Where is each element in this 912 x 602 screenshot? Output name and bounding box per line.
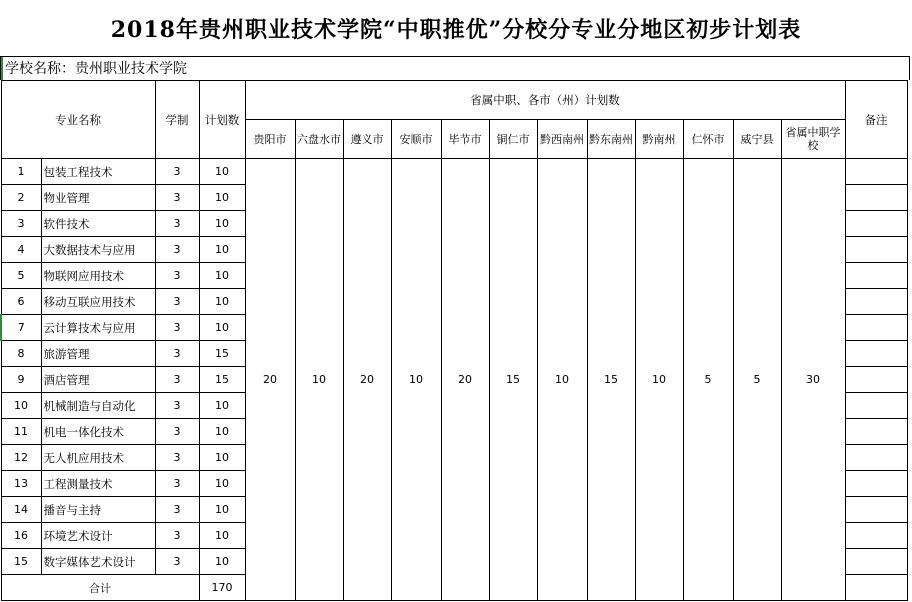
- years-cell[interactable]: 3: [155, 471, 199, 497]
- plan-cell[interactable]: 10: [199, 237, 245, 263]
- remark-cell[interactable]: [845, 367, 907, 393]
- plan-table: [0, 80, 908, 601]
- remark-cell[interactable]: [845, 289, 907, 315]
- region-value-cell[interactable]: 5: [733, 159, 781, 601]
- plan-cell[interactable]: 10: [199, 497, 245, 523]
- major-name-cell[interactable]: 软件技术: [41, 211, 155, 237]
- major-name-cell[interactable]: 移动互联应用技术: [41, 289, 155, 315]
- row-number-cell[interactable]: 1: [1, 159, 41, 185]
- major-name-cell[interactable]: 大数据技术与应用: [41, 237, 155, 263]
- region-value-cell[interactable]: 10: [391, 159, 441, 601]
- plan-cell[interactable]: 10: [199, 393, 245, 419]
- remark-cell[interactable]: [845, 263, 907, 289]
- remark-cell[interactable]: [845, 393, 907, 419]
- remark-cell[interactable]: [845, 575, 907, 601]
- major-name-cell[interactable]: 包装工程技术: [41, 159, 155, 185]
- region-value-cell[interactable]: 20: [245, 159, 295, 601]
- major-name-cell[interactable]: 酒店管理: [41, 367, 155, 393]
- total-label[interactable]: 合计: [1, 575, 199, 601]
- row-number-cell[interactable]: 8: [1, 341, 41, 367]
- years-cell[interactable]: 3: [155, 549, 199, 575]
- years-cell[interactable]: 3: [155, 211, 199, 237]
- remark-cell[interactable]: [845, 419, 907, 445]
- plan-cell[interactable]: 10: [199, 289, 245, 315]
- major-name-cell[interactable]: 机电一体化技术: [41, 419, 155, 445]
- years-cell[interactable]: 3: [155, 445, 199, 471]
- major-name-cell[interactable]: 物联网应用技术: [41, 263, 155, 289]
- region-value-cell[interactable]: 30: [781, 159, 845, 601]
- header-plan[interactable]: 计划数: [199, 81, 245, 159]
- selection-marker: [1, 57, 3, 81]
- school-name-row[interactable]: [0, 56, 910, 80]
- years-cell[interactable]: 3: [155, 315, 199, 341]
- region-value-cell[interactable]: 20: [343, 159, 391, 601]
- plan-cell[interactable]: 10: [199, 549, 245, 575]
- remark-cell[interactable]: [845, 523, 907, 549]
- years-cell[interactable]: 3: [155, 185, 199, 211]
- row-number-cell[interactable]: 13: [1, 471, 41, 497]
- row-number-cell[interactable]: 9: [1, 367, 41, 393]
- region-value-cell[interactable]: 5: [683, 159, 733, 601]
- remark-cell[interactable]: [845, 211, 907, 237]
- row-number-cell[interactable]: 16: [1, 523, 41, 549]
- plan-cell[interactable]: 10: [199, 263, 245, 289]
- header-region[interactable]: 黔南州: [635, 120, 683, 159]
- major-name-cell[interactable]: 数字媒体艺术设计: [41, 549, 155, 575]
- header-region[interactable]: 六盘水市: [295, 120, 343, 159]
- plan-cell[interactable]: 10: [199, 315, 245, 341]
- major-name-cell[interactable]: 环境艺术设计: [41, 523, 155, 549]
- years-cell[interactable]: 3: [155, 159, 199, 185]
- region-value-cell[interactable]: 15: [489, 159, 537, 601]
- plan-cell[interactable]: 10: [199, 185, 245, 211]
- major-name-cell[interactable]: 物业管理: [41, 185, 155, 211]
- header-years[interactable]: 学制: [155, 81, 199, 159]
- years-cell[interactable]: 3: [155, 393, 199, 419]
- years-cell[interactable]: 3: [155, 341, 199, 367]
- region-value-cell[interactable]: 10: [537, 159, 587, 601]
- header-region[interactable]: 毕节市: [441, 120, 489, 159]
- header-region[interactable]: 黔东南州: [587, 120, 635, 159]
- remark-cell[interactable]: [845, 341, 907, 367]
- header-region[interactable]: 仁怀市: [683, 120, 733, 159]
- remark-cell[interactable]: [845, 159, 907, 185]
- major-name-cell[interactable]: 云计算技术与应用: [41, 315, 155, 341]
- plan-cell[interactable]: 15: [199, 341, 245, 367]
- plan-cell[interactable]: 10: [199, 419, 245, 445]
- plan-cell[interactable]: 10: [199, 523, 245, 549]
- major-name-cell[interactable]: 旅游管理: [41, 341, 155, 367]
- years-cell[interactable]: 3: [155, 523, 199, 549]
- header-region[interactable]: 安顺市: [391, 120, 441, 159]
- table-row: [1, 159, 907, 185]
- header-region[interactable]: 铜仁市: [489, 120, 537, 159]
- header-major[interactable]: 专业名称: [1, 81, 155, 159]
- header-region[interactable]: 省属中职学校: [781, 120, 845, 159]
- header-region[interactable]: 威宁县: [733, 120, 781, 159]
- page-title: 2018年贵州职业技术学院“中职推优”分校分专业分地区初步计划表: [110, 16, 802, 43]
- remark-cell[interactable]: [845, 497, 907, 523]
- major-name-cell[interactable]: 无人机应用技术: [41, 445, 155, 471]
- header-regions-group[interactable]: 省属中职、各市（州）计划数: [245, 81, 845, 120]
- row-number-cell[interactable]: 2: [1, 185, 41, 211]
- total-plan[interactable]: 170: [199, 575, 245, 601]
- years-cell[interactable]: 3: [155, 419, 199, 445]
- row-number-cell[interactable]: 6: [1, 289, 41, 315]
- row-number-cell[interactable]: 3: [1, 211, 41, 237]
- header-region[interactable]: 贵阳市: [245, 120, 295, 159]
- remark-cell[interactable]: [845, 445, 907, 471]
- row-number-cell[interactable]: 12: [1, 445, 41, 471]
- major-name-cell[interactable]: 机械制造与自动化: [41, 393, 155, 419]
- major-name-cell[interactable]: 播音与主持: [41, 497, 155, 523]
- remark-cell[interactable]: [845, 237, 907, 263]
- row-number-cell[interactable]: 15: [1, 549, 41, 575]
- remark-cell[interactable]: [845, 471, 907, 497]
- plan-cell[interactable]: 10: [199, 211, 245, 237]
- header-region[interactable]: 黔西南州: [537, 120, 587, 159]
- row-number-cell[interactable]: 14: [1, 497, 41, 523]
- region-value-cell[interactable]: 10: [635, 159, 683, 601]
- plan-cell[interactable]: 10: [199, 471, 245, 497]
- region-value-cell[interactable]: 20: [441, 159, 489, 601]
- region-value-cell[interactable]: 10: [295, 159, 343, 601]
- region-value-cell[interactable]: 15: [587, 159, 635, 601]
- years-cell[interactable]: 3: [155, 367, 199, 393]
- plan-cell[interactable]: 10: [199, 445, 245, 471]
- plan-cell[interactable]: 10: [199, 159, 245, 185]
- row-number-cell[interactable]: 5: [1, 263, 41, 289]
- years-cell[interactable]: 3: [155, 497, 199, 523]
- row-number-cell[interactable]: 7: [1, 315, 41, 341]
- years-cell[interactable]: 3: [155, 263, 199, 289]
- plan-cell[interactable]: 15: [199, 367, 245, 393]
- row-number-cell[interactable]: 11: [1, 419, 41, 445]
- remark-cell[interactable]: [845, 549, 907, 575]
- remark-cell[interactable]: [845, 185, 907, 211]
- remark-cell[interactable]: [845, 315, 907, 341]
- header-remark[interactable]: 备注: [845, 81, 907, 159]
- header-region[interactable]: 遵义市: [343, 120, 391, 159]
- row-number-cell[interactable]: 4: [1, 237, 41, 263]
- major-name-cell[interactable]: 工程测量技术: [41, 471, 155, 497]
- years-cell[interactable]: 3: [155, 289, 199, 315]
- school-name-label: 学校名称：贵州职业技术学院: [5, 61, 187, 77]
- years-cell[interactable]: 3: [155, 237, 199, 263]
- row-number-cell[interactable]: 10: [1, 393, 41, 419]
